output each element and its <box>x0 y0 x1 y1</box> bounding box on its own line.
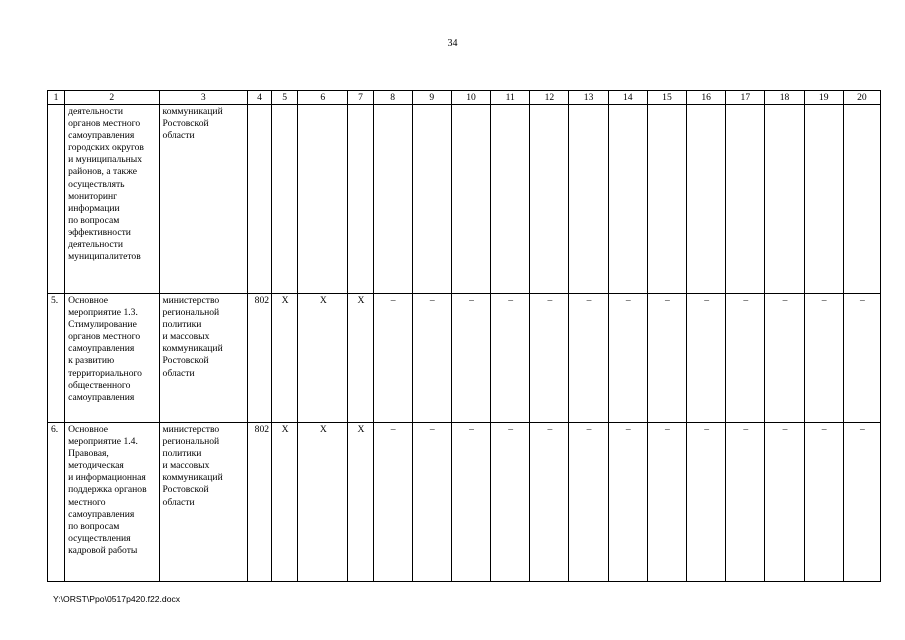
value-cell <box>373 105 412 294</box>
value-cell: – <box>687 294 726 423</box>
column-header: 10 <box>451 91 490 105</box>
value-cell <box>451 105 490 294</box>
column-header: 4 <box>247 91 271 105</box>
code-cell <box>247 105 271 294</box>
value-cell <box>412 105 451 294</box>
page-number: 34 <box>447 38 458 49</box>
value-cell <box>530 105 569 294</box>
value-cell: – <box>726 294 765 423</box>
mark-cell <box>272 105 298 294</box>
column-header: 11 <box>491 91 530 105</box>
activity-name: Основное мероприятие 1.4. Правовая, методическая и информационная поддержка органов местного самоуправления по вопросам осуществления кадровой работы <box>65 423 159 582</box>
value-cell: – <box>451 294 490 423</box>
column-header: 5 <box>272 91 298 105</box>
value-cell <box>726 105 765 294</box>
value-cell: – <box>373 294 412 423</box>
value-cell: – <box>843 423 880 582</box>
value-cell <box>608 105 647 294</box>
column-header: 13 <box>569 91 608 105</box>
value-cell: – <box>608 423 647 582</box>
executor: министерство региональной политики и массовых коммуникаций Ростовской области <box>159 294 247 423</box>
value-cell <box>765 105 804 294</box>
mark-cell: Х <box>298 423 348 582</box>
value-cell: – <box>530 423 569 582</box>
table-row <box>48 294 881 423</box>
column-header: 7 <box>348 91 373 105</box>
column-header: 1 <box>48 91 65 105</box>
value-cell: – <box>647 423 686 582</box>
column-header: 14 <box>608 91 647 105</box>
value-cell <box>647 105 686 294</box>
mark-cell <box>348 105 373 294</box>
executor: коммуникаций Ростовской области <box>159 105 247 294</box>
executor: министерство региональной политики и массовых коммуникаций Ростовской области <box>159 423 247 582</box>
value-cell: – <box>412 294 451 423</box>
row-number: 5. <box>48 294 65 423</box>
mark-cell: Х <box>348 294 373 423</box>
column-header: 15 <box>647 91 686 105</box>
value-cell <box>491 105 530 294</box>
row-number <box>48 105 65 294</box>
value-cell: – <box>647 294 686 423</box>
value-cell: – <box>687 423 726 582</box>
column-header: 8 <box>373 91 412 105</box>
value-cell: – <box>373 423 412 582</box>
value-cell: – <box>608 294 647 423</box>
value-cell: – <box>569 423 608 582</box>
mark-cell <box>298 105 348 294</box>
value-cell <box>843 105 880 294</box>
value-cell <box>687 105 726 294</box>
header-row <box>48 91 881 105</box>
mark-cell: Х <box>272 294 298 423</box>
value-cell: – <box>412 423 451 582</box>
column-header: 6 <box>298 91 348 105</box>
value-cell: – <box>491 294 530 423</box>
value-cell: – <box>804 294 843 423</box>
program-table <box>47 90 881 582</box>
value-cell <box>569 105 608 294</box>
column-header: 3 <box>159 91 247 105</box>
value-cell <box>804 105 843 294</box>
value-cell: – <box>765 294 804 423</box>
value-cell: – <box>491 423 530 582</box>
column-header: 9 <box>412 91 451 105</box>
file-path-footer: Y:\ORST\Ppo\0517p420.f22.docx <box>53 594 181 604</box>
value-cell: – <box>530 294 569 423</box>
value-cell: – <box>726 423 765 582</box>
column-header: 17 <box>726 91 765 105</box>
code-cell: 802 <box>247 423 271 582</box>
mark-cell: Х <box>298 294 348 423</box>
column-header: 12 <box>530 91 569 105</box>
column-header: 16 <box>687 91 726 105</box>
activity-name: деятельности органов местного самоуправления городских округов и муниципальных районов, а также осуществлять мониторинг информации по вопросам эффективности деятельности муниципалитетов <box>65 105 159 294</box>
table-row <box>48 423 881 582</box>
mark-cell: Х <box>348 423 373 582</box>
column-header: 18 <box>765 91 804 105</box>
column-header: 19 <box>804 91 843 105</box>
value-cell: – <box>765 423 804 582</box>
table-row <box>48 105 881 294</box>
column-header: 20 <box>843 91 880 105</box>
value-cell: – <box>569 294 608 423</box>
row-number: 6. <box>48 423 65 582</box>
value-cell: – <box>843 294 880 423</box>
mark-cell: Х <box>272 423 298 582</box>
activity-name: Основное мероприятие 1.3. Стимулирование органов местного самоуправления к развитию территориального общественного самоуправления <box>65 294 159 423</box>
column-header: 2 <box>65 91 159 105</box>
code-cell: 802 <box>247 294 271 423</box>
value-cell: – <box>451 423 490 582</box>
value-cell: – <box>804 423 843 582</box>
